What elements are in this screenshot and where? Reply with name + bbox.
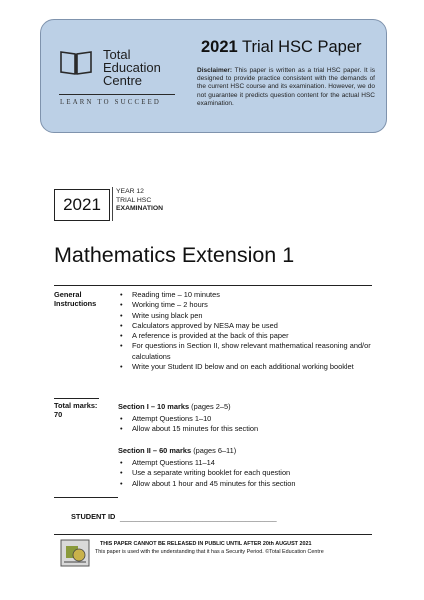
- tec-logo: [55, 38, 175, 118]
- section-2-heading: [118, 446, 236, 455]
- list-item: • Reading time – 10 minutes: [118, 290, 378, 300]
- general-label-line-1: General: [54, 290, 82, 299]
- disclaimer: [197, 67, 375, 108]
- general-instructions-list: [118, 290, 378, 372]
- list-item: • Working time – 2 hours: [118, 300, 378, 310]
- list-item: • Allow about 15 minutes for this section: [118, 424, 378, 434]
- section-2-list: [118, 458, 378, 489]
- student-id-field[interactable]: ________________________________________: [120, 513, 277, 522]
- footer-divider: [54, 534, 372, 535]
- marks-divider: [54, 398, 99, 399]
- logo-line-3: Centre: [103, 73, 143, 88]
- logo-line-1: Total: [103, 47, 131, 62]
- exam-year-box: 2021: [54, 189, 110, 221]
- security-seal-icon: [60, 539, 90, 567]
- logo-divider: [59, 94, 175, 95]
- general-label-line-2: Instructions: [54, 299, 97, 308]
- list-item: • Attempt Questions 11–14: [118, 458, 378, 468]
- list-item: • Use a separate writing booklet for each question: [118, 468, 378, 478]
- exam-info-divider: [112, 187, 113, 221]
- list-item: • A reference is provided at the back of this paper: [118, 331, 378, 341]
- section-2-pages: (pages 6–11): [193, 446, 237, 455]
- section-2-title: Section II – 60 marks: [118, 446, 192, 455]
- disclaimer-label: Disclaimer:: [197, 67, 233, 74]
- list-item: • Attempt Questions 1–10: [118, 414, 378, 424]
- student-divider: [54, 497, 118, 498]
- logo-tagline: LEARN TO SUCCEED: [60, 99, 162, 106]
- section-1-title: Section I – 10 marks: [118, 402, 190, 411]
- section-divider-top: [54, 285, 372, 286]
- exam-year-level: YEAR 12: [116, 188, 144, 195]
- student-id-label: STUDENT ID: [71, 512, 116, 521]
- trial-paper-title: [201, 38, 362, 57]
- trial-label: Trial HSC Paper: [242, 38, 362, 56]
- section-1-pages: (pages 2–5): [191, 402, 231, 411]
- list-item: • For questions in Section II, show relevant mathematical reasoning and/or calculations: [118, 341, 378, 362]
- logo-wordmark: [103, 48, 161, 87]
- section-1-heading: [118, 402, 231, 411]
- total-marks-value: 70: [54, 410, 63, 419]
- security-notice: This paper is used with the understanding that it has a Security Period. ©Total Education Centre: [95, 549, 324, 555]
- general-instructions-label: [54, 290, 96, 308]
- exam-info: [116, 188, 163, 214]
- header-banner: [40, 19, 387, 133]
- list-item: • Allow about 1 hour and 45 minutes for this section: [118, 479, 378, 489]
- total-marks-label: [54, 401, 97, 419]
- total-marks-text: Total marks:: [54, 401, 98, 410]
- release-notice: THIS PAPER CANNOT BE RELEASED IN PUBLIC UNTIL AFTER 20th AUGUST 2021: [100, 541, 312, 547]
- list-item: • Calculators approved by NESA may be used: [118, 321, 378, 331]
- logo-line-2: Education: [103, 60, 161, 75]
- list-item: • Write using black pen: [118, 311, 378, 321]
- exam-type: TRIAL HSC: [116, 196, 152, 204]
- exam-label: EXAMINATION: [116, 205, 164, 213]
- disclaimer-text: This paper is written as a trial HSC paper. It is designed to provide practice consistent with the demands of the current HSC course and its examination. However, we do not guarantee it predicts question content for the actual HSC examination.: [197, 67, 375, 107]
- trial-year: 2021: [201, 38, 238, 56]
- open-book-icon: [59, 48, 93, 76]
- list-item: • Write your Student ID below and on each additional working booklet: [118, 362, 378, 372]
- section-1-list: [118, 414, 378, 435]
- subject-title: Mathematics Extension 1: [54, 243, 295, 267]
